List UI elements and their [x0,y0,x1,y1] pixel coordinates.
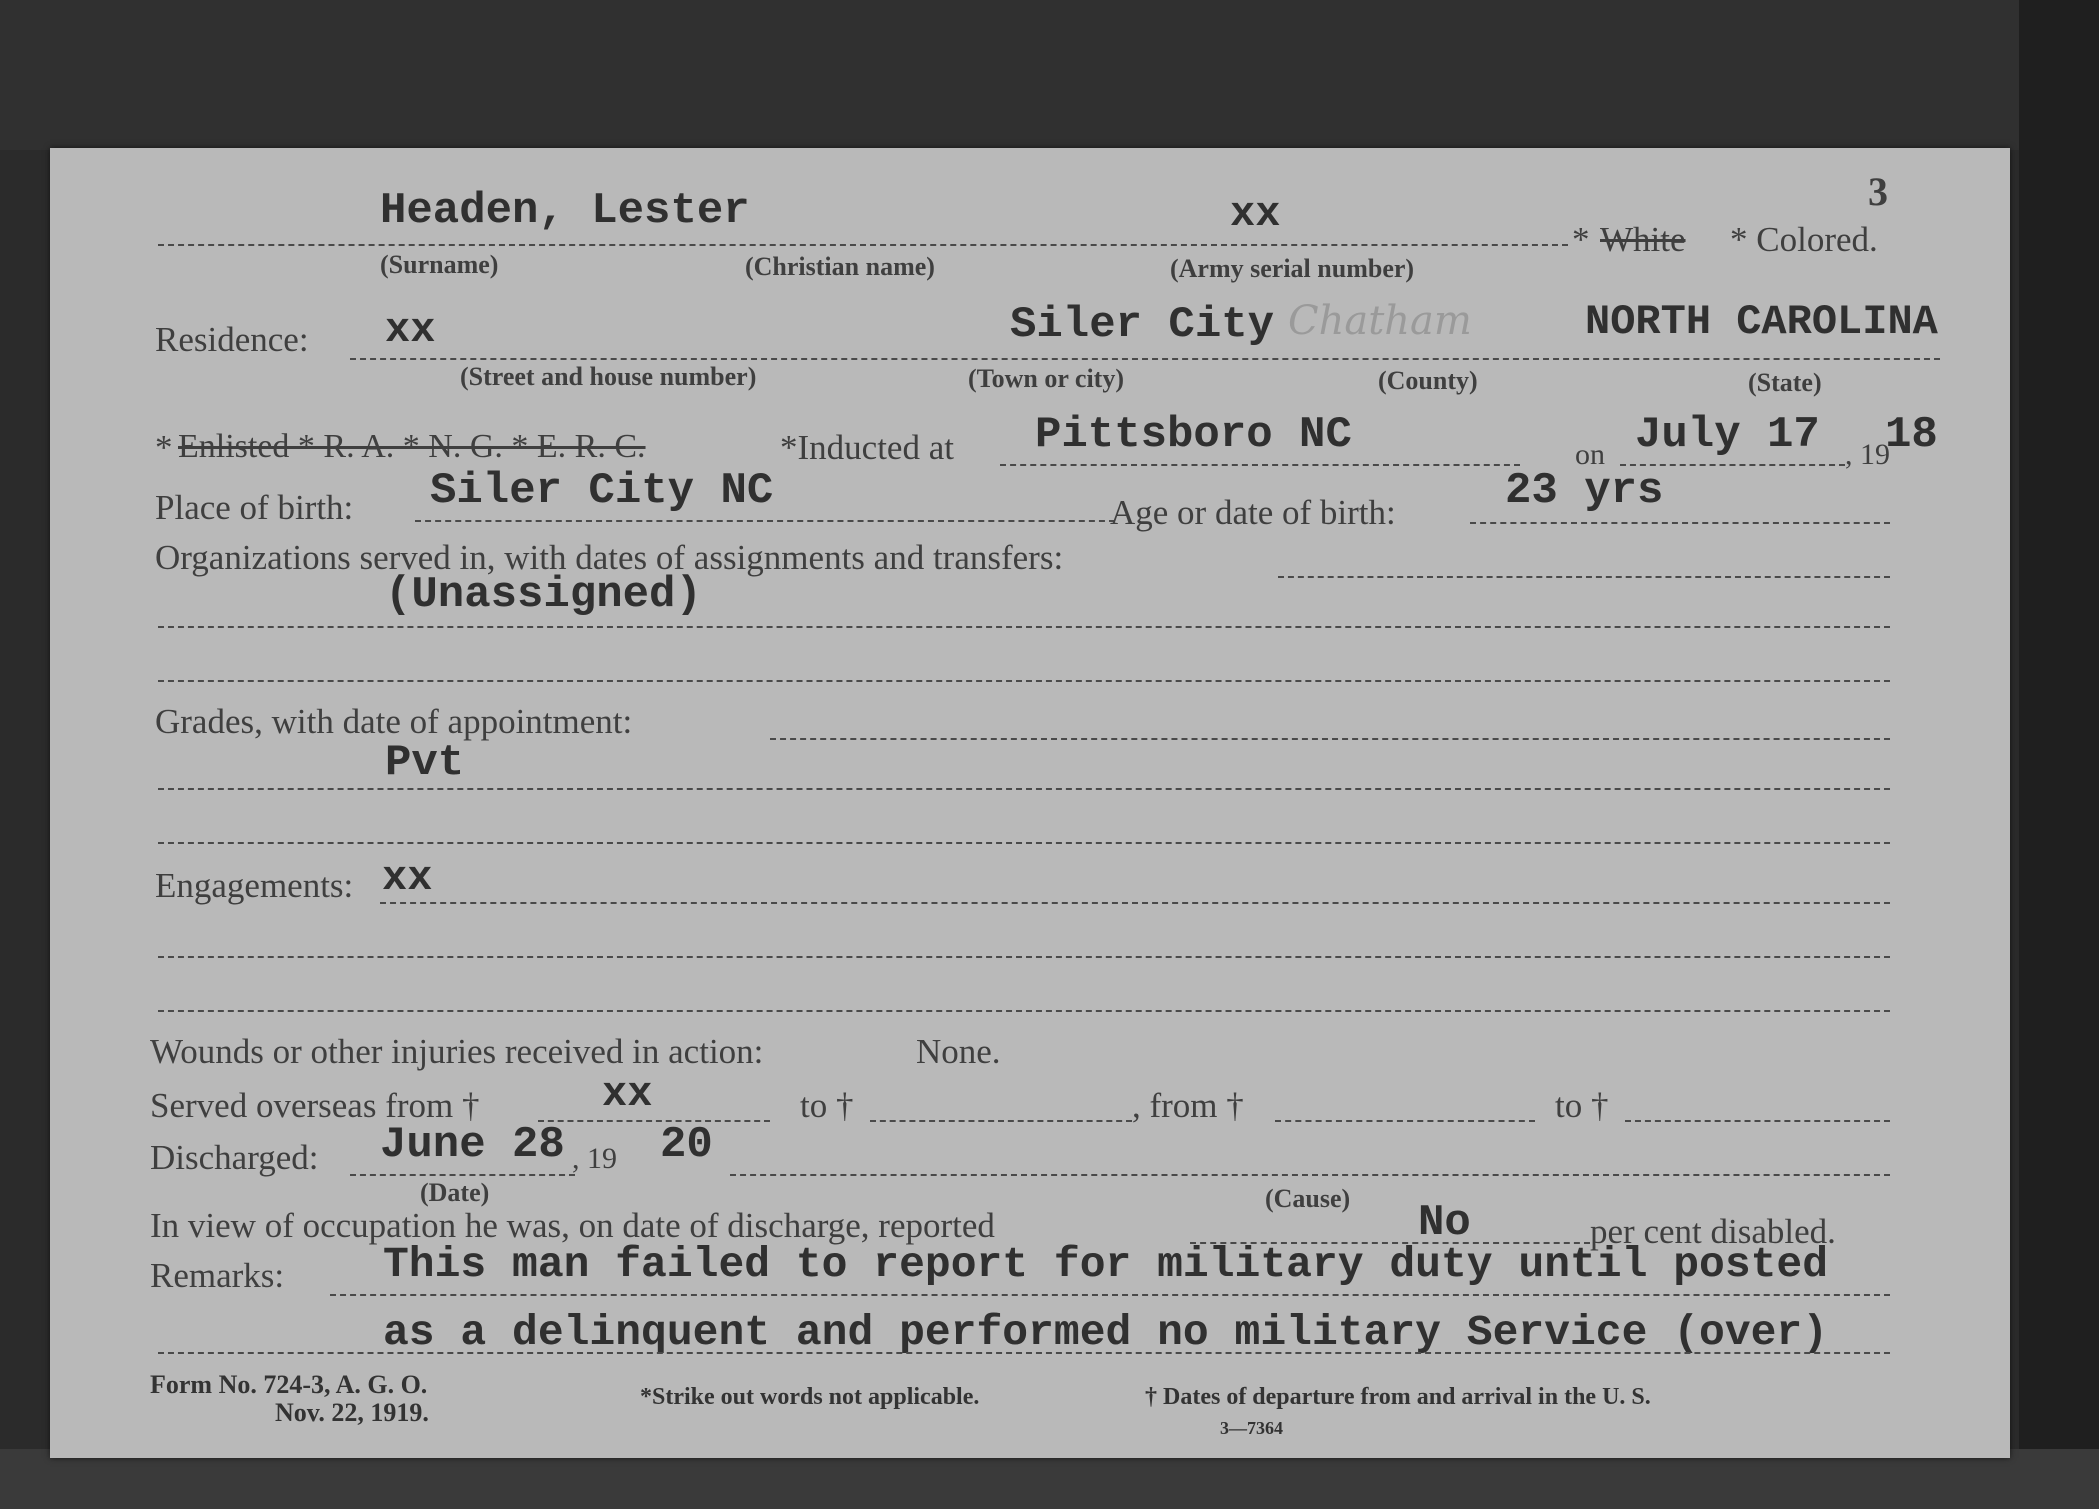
race-colored: * Colored. [1730,220,1878,259]
per-cent-label: per cent disabled. [1590,1212,1836,1251]
dates-note: † Dates of departure from and arrival in the U. S. [1145,1384,1651,1410]
discharged-label: Discharged: [150,1138,319,1177]
surname-caption: (Surname) [380,250,499,279]
surname-christian-name: Headen, Lester [380,186,750,236]
served-overseas-label: Served overseas from † [150,1086,480,1125]
service-record-card [50,148,2010,1458]
overseas-to2-label: to † [1555,1086,1609,1125]
wounds-value: None. [916,1032,1001,1071]
enlisted-prefix: * [155,428,173,467]
disability-value: No [1418,1198,1471,1248]
grade-value: Pvt [385,738,465,788]
remarks-line-1: This man failed to report for military duty until posted [383,1240,1829,1289]
card-number: 3 [1868,169,1888,214]
overseas-to-label: to † [800,1086,854,1125]
christian-name-caption: (Christian name) [745,252,935,281]
engagements-label: Engagements: [155,866,354,905]
enlisted-struck: Enlisted * R. A. * N. G. * E. R. C. [178,428,646,465]
background-bottom [0,1449,2099,1509]
background-top [0,0,2099,150]
induction-place: Pittsboro NC [1035,410,1352,460]
town-caption: (Town or city) [968,364,1124,393]
discharge-date: June 28 [380,1120,565,1170]
overseas-from2-label: , from † [1132,1086,1244,1125]
background-right [2019,0,2099,1509]
induction-year-prefix: , 19 [1845,438,1890,471]
army-serial-value: xx [1230,190,1281,238]
county-caption: (County) [1378,366,1478,395]
overseas-from-value: xx [602,1070,653,1118]
residence-street: xx [385,306,436,354]
street-caption: (Street and house number) [460,362,757,391]
birth-place: Siler City NC [430,466,774,516]
residence-state: NORTH CAROLINA [1585,298,1938,346]
age-label: Age or date of birth: [1110,493,1396,532]
discharge-year-prefix: , 19 [572,1142,617,1175]
state-caption: (State) [1748,368,1822,397]
organization-value: (Unassigned) [385,570,702,620]
occupation-label: In view of occupation he was, on date of discharge, reported [150,1206,995,1245]
inducted-at-label: *Inducted at [780,428,954,467]
place-of-birth-label: Place of birth: [155,488,354,527]
engagements-value: xx [382,854,433,902]
cause-caption: (Cause) [1265,1184,1351,1213]
remarks-line-2: as a delinquent and performed no military Service (over) [383,1308,1829,1357]
remarks-label: Remarks: [150,1256,285,1295]
print-code: 3—7364 [1220,1418,1283,1438]
on-label: on [1575,438,1605,471]
race-prefix: * [1572,220,1590,259]
organizations-label: Organizations served in, with dates of assignments and transfers: [155,538,1064,577]
residence-town: Siler City [1010,300,1275,350]
wounds-label: Wounds or other injuries received in action: [150,1032,764,1071]
discharge-year: 20 [660,1120,713,1170]
form-date: Nov. 22, 1919. [275,1398,429,1427]
date-caption: (Date) [420,1178,490,1207]
birth-age: 23 yrs [1505,466,1664,516]
grades-label: Grades, with date of appointment: [155,702,633,741]
army-serial-caption: (Army serial number) [1170,254,1415,283]
strike-note: *Strike out words not applicable. [640,1384,980,1410]
race-white-struck: White [1600,220,1686,259]
induction-year: 18 [1885,410,1938,460]
residence-county-handwritten: Chatham [1288,298,1472,344]
form-number: Form No. 724-3, A. G. O. [150,1370,428,1399]
induction-date: July 17 [1635,410,1820,460]
residence-label: Residence: [155,320,309,359]
